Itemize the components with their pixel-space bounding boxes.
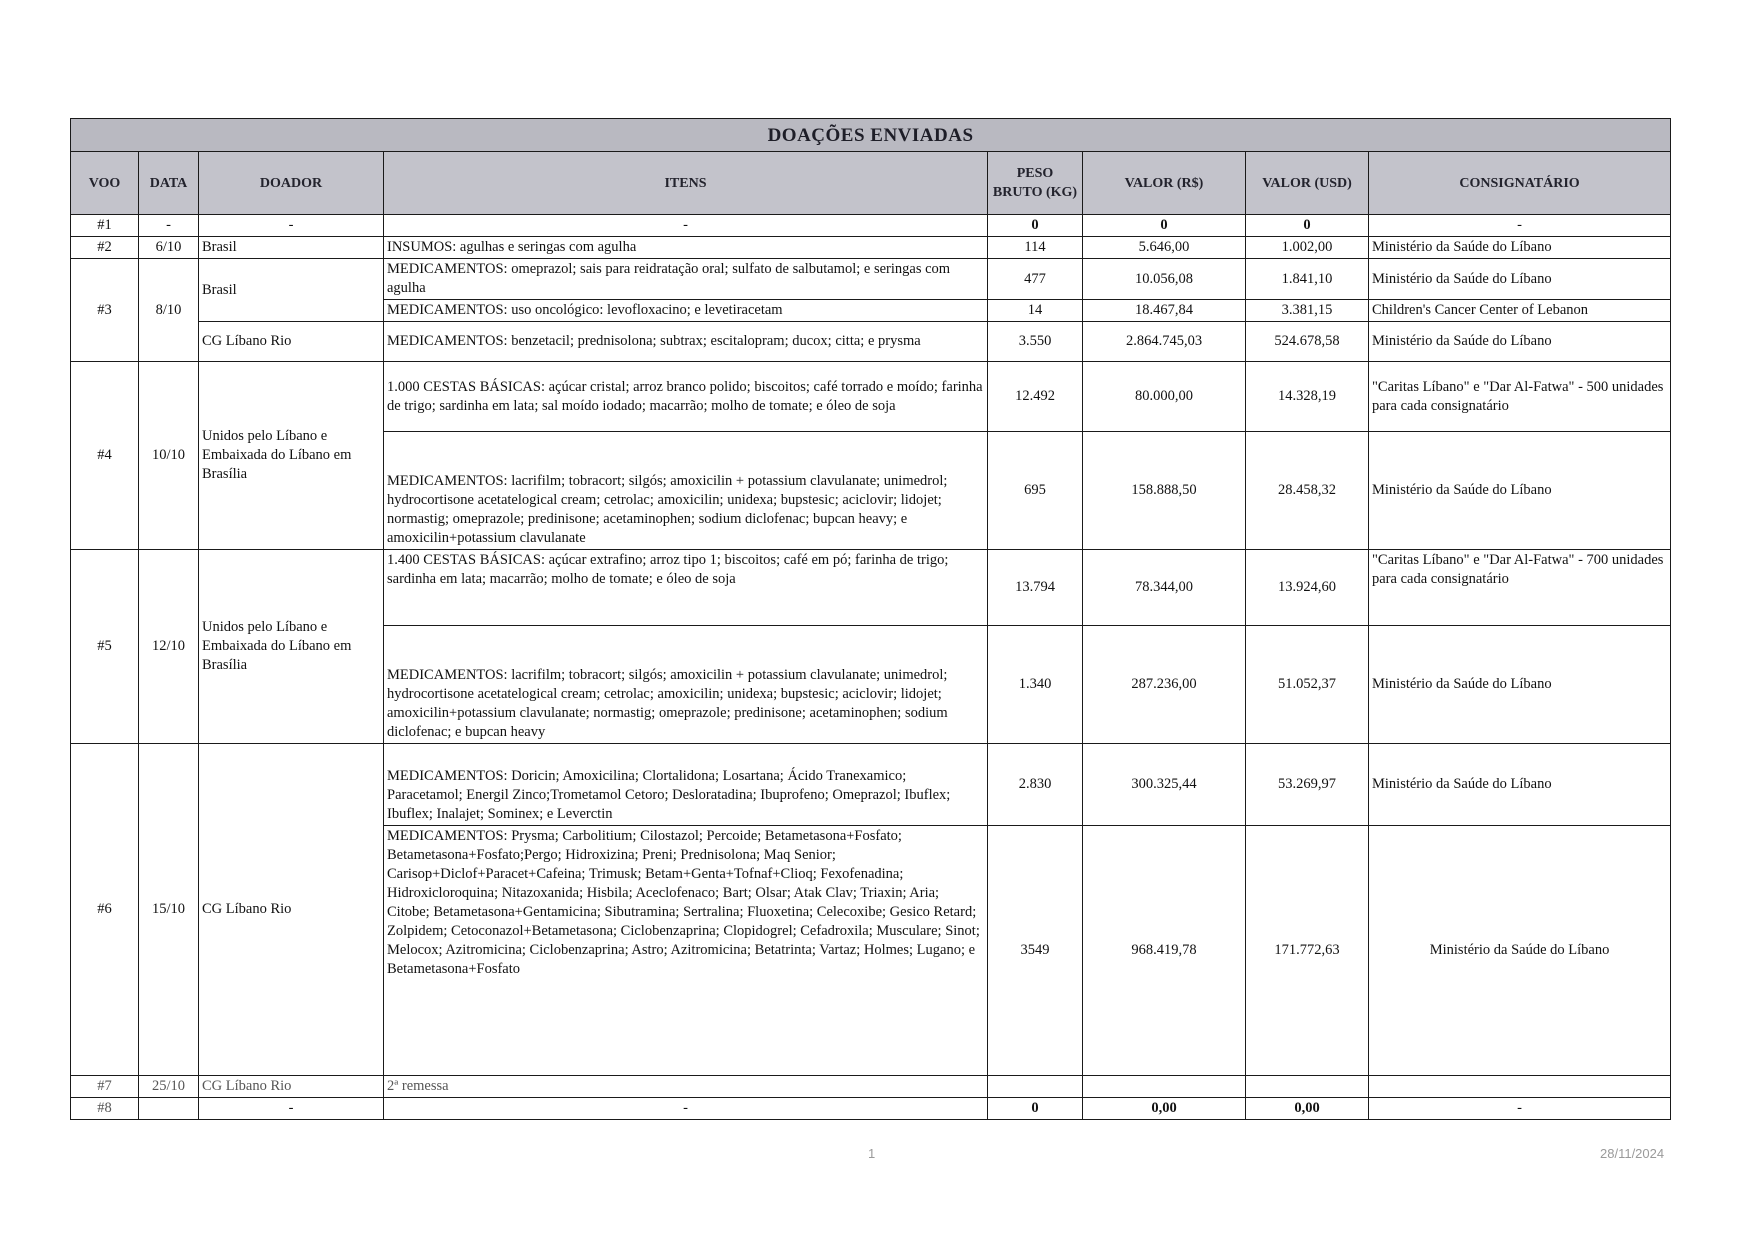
cell-consignatario: Ministério da Saúde do Líbano: [1369, 322, 1671, 362]
cell-peso: 3.550: [988, 322, 1083, 362]
cell-voo: #4: [71, 362, 139, 550]
table-row: [71, 1076, 1671, 1098]
cell-itens: MEDICAMENTOS: lacrifilm; tobracort; silgós; amoxicilin + potassium clavulanate; unimedrol; hydrocortisone acetatelogical cream; cetrolac; amoxicilin; unidexa; bupstesic; aciclovir; lidojet; amoxicilin+potassium clavulanate; normastig; omeprazole; predinisone; acetaminophen; sodium diclofenac; e bupcan heavy: [384, 626, 988, 744]
cell-data: [139, 1098, 199, 1120]
cell-peso: 14: [988, 300, 1083, 322]
page-number: 1: [868, 1146, 876, 1161]
cell-data: 10/10: [139, 362, 199, 550]
table-row: [71, 1098, 1671, 1120]
cell-valor-usd: 171.772,63: [1246, 826, 1369, 1076]
cell-voo: #8: [71, 1098, 139, 1120]
table-row: [71, 259, 1671, 300]
cell-peso: 114: [988, 237, 1083, 259]
cell-itens: 2ª remessa: [384, 1076, 988, 1098]
cell-doador: -: [199, 1098, 384, 1120]
header-doador: DOADOR: [199, 152, 384, 215]
cell-doador: Unidos pelo Líbano e Embaixada do Líbano em Brasília: [199, 550, 384, 744]
cell-consignatario: Ministério da Saúde do Líbano: [1369, 259, 1671, 300]
cell-doador: CG Líbano Rio: [199, 744, 384, 1076]
table-row: [71, 550, 1671, 626]
cell-data: 6/10: [139, 237, 199, 259]
cell-peso: [988, 1076, 1083, 1098]
cell-voo: #2: [71, 237, 139, 259]
header-valor-rs: VALOR (R$): [1083, 152, 1246, 215]
header-data: DATA: [139, 152, 199, 215]
cell-valor-rs: 300.325,44: [1083, 744, 1246, 826]
header-valor-usd: VALOR (USD): [1246, 152, 1369, 215]
table-row: [71, 215, 1671, 237]
cell-peso: 12.492: [988, 362, 1083, 432]
cell-peso: 13.794: [988, 550, 1083, 626]
cell-itens: -: [384, 1098, 988, 1120]
cell-valor-usd: 0: [1246, 215, 1369, 237]
table-row: [71, 322, 1671, 362]
cell-doador: Unidos pelo Líbano e Embaixada do Líbano em Brasília: [199, 362, 384, 550]
table-row: [71, 362, 1671, 432]
cell-data: -: [139, 215, 199, 237]
cell-peso: 0: [988, 215, 1083, 237]
cell-consignatario: Ministério da Saúde do Líbano: [1369, 626, 1671, 744]
cell-itens: MEDICAMENTOS: Prysma; Carbolitium; Cilostazol; Percoide; Betametasona+Fosfato; Betametasona+Fosfato;Pergo; Hidroxizina; Preni; Prednisolona; Maq Senior; Carisop+Diclof+Paracet+Cafeina; Trimusk; Betam+Genta+Tofnaf+Clioq; Fexofenadina; Hidroxicloroquina; Nitazoxanida; Hisbila; Aceclofenaco; Bart; Olsar; Atak Clav; Triaxin; Aria; Citobe; Betametasona+Gentamicina; Sibutramina; Sertralina; Fluoxetina; Celecoxibe; Gesico Retard; Zolpidem; Cetoconazol+Betametasona; Ciclobenzaprina; Clopidogrel; Cefadroxila; Musculare; Sinot; Melocox; Azitromicina; Ciclobenzaprina; Astro; Azitromicina; Betatrinta; Vartaz; Holmes; Lugano; e Betametasona+Fosfato: [384, 826, 988, 1076]
cell-consignatario: "Caritas Líbano" e "Dar Al-Fatwa" - 500 unidades para cada consignatário: [1369, 362, 1671, 432]
cell-voo: #5: [71, 550, 139, 744]
cell-valor-rs: 287.236,00: [1083, 626, 1246, 744]
cell-doador: Brasil: [199, 237, 384, 259]
donations-table: [70, 118, 1671, 1120]
cell-itens: 1.000 CESTAS BÁSICAS: açúcar cristal; arroz branco polido; biscoitos; café torrado e moído; farinha de trigo; sardinha em lata; sal moído iodado; macarrão; molho de tomate; e óleo de soja: [384, 362, 988, 432]
cell-valor-rs: 2.864.745,03: [1083, 322, 1246, 362]
cell-consignatario: Ministério da Saúde do Líbano: [1369, 432, 1671, 550]
cell-data: 8/10: [139, 259, 199, 362]
cell-consignatario: Ministério da Saúde do Líbano: [1369, 826, 1671, 1076]
cell-valor-rs: 18.467,84: [1083, 300, 1246, 322]
cell-valor-rs: 158.888,50: [1083, 432, 1246, 550]
cell-itens: MEDICAMENTOS: benzetacil; prednisolona; subtrax; escitalopram; ducox; citta; e prysma: [384, 322, 988, 362]
cell-data: 12/10: [139, 550, 199, 744]
cell-valor-usd: 51.052,37: [1246, 626, 1369, 744]
cell-peso: 2.830: [988, 744, 1083, 826]
cell-valor-rs: 968.419,78: [1083, 826, 1246, 1076]
cell-valor-rs: 5.646,00: [1083, 237, 1246, 259]
cell-peso: 477: [988, 259, 1083, 300]
cell-peso: 3549: [988, 826, 1083, 1076]
cell-data: 15/10: [139, 744, 199, 1076]
cell-valor-usd: 3.381,15: [1246, 300, 1369, 322]
header-peso: PESO BRUTO (KG): [988, 152, 1083, 215]
cell-voo: #7: [71, 1076, 139, 1098]
cell-valor-rs: [1083, 1076, 1246, 1098]
table-row: [71, 237, 1671, 259]
cell-doador: -: [199, 215, 384, 237]
cell-itens: INSUMOS: agulhas e seringas com agulha: [384, 237, 988, 259]
cell-voo: #1: [71, 215, 139, 237]
cell-voo: #6: [71, 744, 139, 1076]
cell-consignatario: "Caritas Líbano" e "Dar Al-Fatwa" - 700 unidades para cada consignatário: [1369, 550, 1671, 626]
cell-data: 25/10: [139, 1076, 199, 1098]
cell-valor-rs: 10.056,08: [1083, 259, 1246, 300]
cell-valor-usd: 14.328,19: [1246, 362, 1369, 432]
cell-consignatario: -: [1369, 215, 1671, 237]
cell-valor-usd: 1.002,00: [1246, 237, 1369, 259]
cell-valor-rs: 0: [1083, 215, 1246, 237]
cell-valor-usd: 1.841,10: [1246, 259, 1369, 300]
cell-voo: #3: [71, 259, 139, 362]
cell-consignatario: [1369, 1076, 1671, 1098]
cell-consignatario: Ministério da Saúde do Líbano: [1369, 744, 1671, 826]
header-consignatario: CONSIGNATÁRIO: [1369, 152, 1671, 215]
cell-doador: Brasil: [199, 259, 384, 322]
cell-consignatario: Ministério da Saúde do Líbano: [1369, 237, 1671, 259]
cell-valor-usd: 13.924,60: [1246, 550, 1369, 626]
cell-valor-usd: 0,00: [1246, 1098, 1369, 1120]
cell-valor-rs: 0,00: [1083, 1098, 1246, 1120]
cell-valor-usd: [1246, 1076, 1369, 1098]
cell-itens: -: [384, 215, 988, 237]
cell-itens: 1.400 CESTAS BÁSICAS: açúcar extrafino; arroz tipo 1; biscoitos; café em pó; farinha de trigo; sardinha em lata; macarrão; molho de tomate; e óleo de soja: [384, 550, 988, 626]
header-itens: ITENS: [384, 152, 988, 215]
cell-valor-usd: 53.269,97: [1246, 744, 1369, 826]
cell-doador: CG Líbano Rio: [199, 1076, 384, 1098]
cell-consignatario: Children's Cancer Center of Lebanon: [1369, 300, 1671, 322]
table-row: [71, 744, 1671, 826]
cell-doador: CG Líbano Rio: [199, 322, 384, 362]
cell-peso: 0: [988, 1098, 1083, 1120]
cell-consignatario: -: [1369, 1098, 1671, 1120]
header-voo: VOO: [71, 152, 139, 215]
cell-valor-usd: 28.458,32: [1246, 432, 1369, 550]
cell-peso: 695: [988, 432, 1083, 550]
cell-itens: MEDICAMENTOS: lacrifilm; tobracort; silgós; amoxicilin + potassium clavulanate; unimedrol; hydrocortisone acetatelogical cream; cetrolac; amoxicilin; unidexa; bupstesic; aciclovir; lidojet; normastig; omeprazole; predinisone; acetaminophen; sodium diclofenac; bupcan heavy; e amoxicilin+potassium clavulanate: [384, 432, 988, 550]
table-title: DOAÇÕES ENVIADAS: [71, 119, 1671, 152]
cell-itens: MEDICAMENTOS: omeprazol; sais para reidratação oral; sulfato de salbutamol; e seringas com agulha: [384, 259, 988, 300]
cell-valor-rs: 80.000,00: [1083, 362, 1246, 432]
cell-valor-usd: 524.678,58: [1246, 322, 1369, 362]
cell-itens: MEDICAMENTOS: Doricin; Amoxicilina; Clortalidona; Losartana; Ácido Tranexamico; Paracetamol; Energil Zinco;Trometamol Cetoro; Desloratadina; Ibuprofeno; Omeprazol; Ibuflex; Ibuflex; Inalajet; Sominex; e Leverctin: [384, 744, 988, 826]
donations-sheet: [70, 118, 1670, 1120]
print-date: 28/11/2024: [1600, 1146, 1665, 1161]
cell-itens: MEDICAMENTOS: uso oncológico: levofloxacino; e levetiracetam: [384, 300, 988, 322]
cell-valor-rs: 78.344,00: [1083, 550, 1246, 626]
cell-peso: 1.340: [988, 626, 1083, 744]
